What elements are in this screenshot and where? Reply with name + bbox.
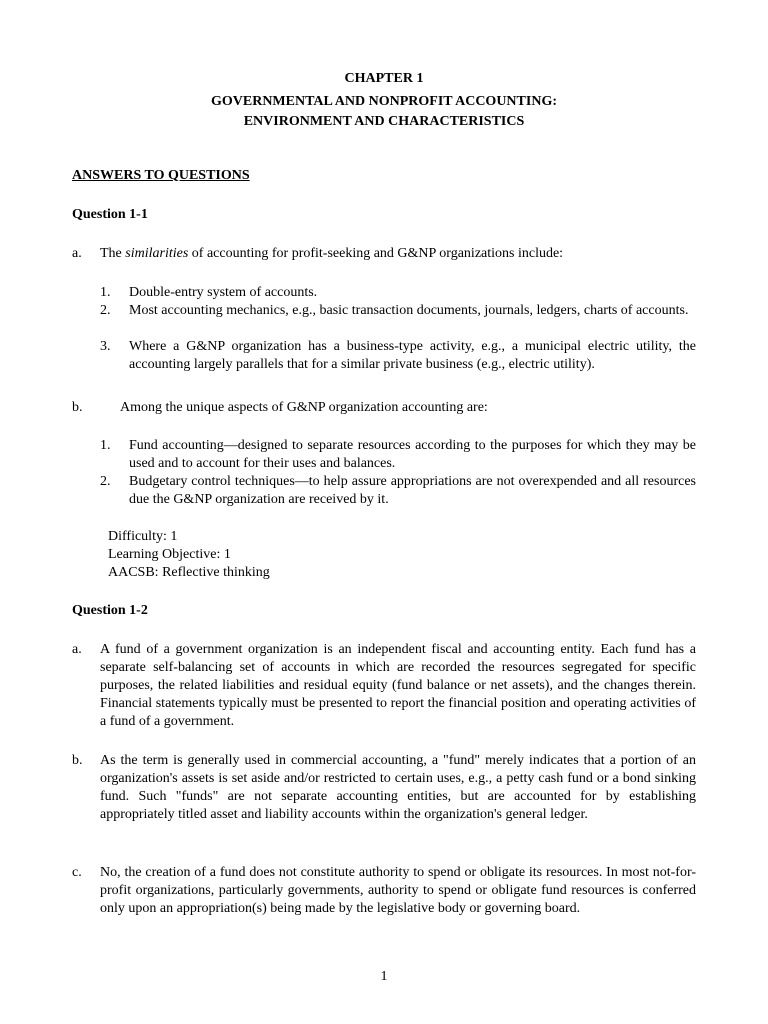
- q2-a-text: A fund of a government organization is an independent fiscal and accounting entity. Each fund has a separate self-balancing set of accounts in which are recorded the resources segregated for specific purposes, the related liabilities and residual equity (fund balance or net assets), and the changes therein. Financial statements typically must be presented to report the financial position and operating activities of a fund of a government.: [100, 642, 696, 729]
- q2-b-marker: b.: [72, 753, 83, 768]
- q1-a-text: [100, 245, 696, 263]
- section-title: ANSWERS TO QUESTIONS: [72, 168, 250, 183]
- q1-a-marker: a.: [72, 246, 82, 261]
- q1-a-item-2-number: 2.: [100, 303, 111, 318]
- q1-a-rest: of accounting for profit-seeking and G&NP organizations include:: [188, 246, 564, 261]
- q1-a-item-1-text: Double-entry system of accounts.: [129, 285, 318, 300]
- q2-a-marker: a.: [72, 642, 82, 657]
- q1-b-marker: b.: [72, 400, 83, 415]
- q1-a-emphasis: similarities: [125, 246, 189, 261]
- q1-learning-objective: Learning Objective: 1: [108, 547, 231, 562]
- q1-b-text: Among the unique aspects of G&NP organization accounting are:: [120, 400, 488, 415]
- q1-b-item-1-number: 1.: [100, 438, 111, 453]
- q1-a-item-2-text: Most accounting mechanics, e.g., basic transaction documents, journals, ledgers, charts of accounts.: [129, 303, 689, 318]
- q1-b-item-2-text: Budgetary control techniques—to help assure appropriations are not overexpended and all resources due the G&NP organization are received by it.: [129, 474, 696, 507]
- q1-difficulty: Difficulty: 1: [108, 529, 178, 544]
- q1-a-item-1-number: 1.: [100, 285, 111, 300]
- title-line-2: ENVIRONMENT AND CHARACTERISTICS: [243, 114, 525, 129]
- q1-b-item-2-number: 2.: [100, 474, 111, 489]
- question-1-2-heading: Question 1-2: [72, 603, 148, 618]
- q2-b-text: As the term is generally used in commercial accounting, a "fund" merely indicates that a portion of an organization's assets is set aside and/or restricted to certain uses, e.g., a petty cash fund or a bond sinking fund. Such "funds" are not separate accounting entities, but are accounted for by establishing appropriately titled asset and liability accounts within the organization's general ledger.: [100, 753, 696, 822]
- question-1-1-heading: Question 1-1: [72, 207, 148, 222]
- q1-b-item-1-text: Fund accounting—designed to separate resources according to the purposes for which they may be used and to account for their uses and balances.: [129, 438, 696, 471]
- q1-aacsb: AACSB: Reflective thinking: [108, 565, 270, 580]
- chapter-label: CHAPTER 1: [344, 71, 424, 86]
- page-number: 1: [380, 969, 388, 984]
- q1-a-item-3-text: Where a G&NP organization has a business-type activity, e.g., a municipal electric utility, the accounting largely parallels that for a similar private business (e.g., electric utility).: [129, 339, 696, 372]
- q2-c-marker: c.: [72, 865, 82, 880]
- q1-a-lead: The: [100, 246, 126, 261]
- q2-c-text: No, the creation of a fund does not constitute authority to spend or obligate its resources. In most not-for-profit organizations, particularly governments, authority to spend or obligate fund resources is conferred only upon an appropriation(s) being made by the legislative body or governing board.: [100, 865, 696, 916]
- title-line-1: GOVERNMENTAL AND NONPROFIT ACCOUNTING:: [210, 94, 557, 109]
- q1-a-item-3-number: 3.: [100, 339, 111, 354]
